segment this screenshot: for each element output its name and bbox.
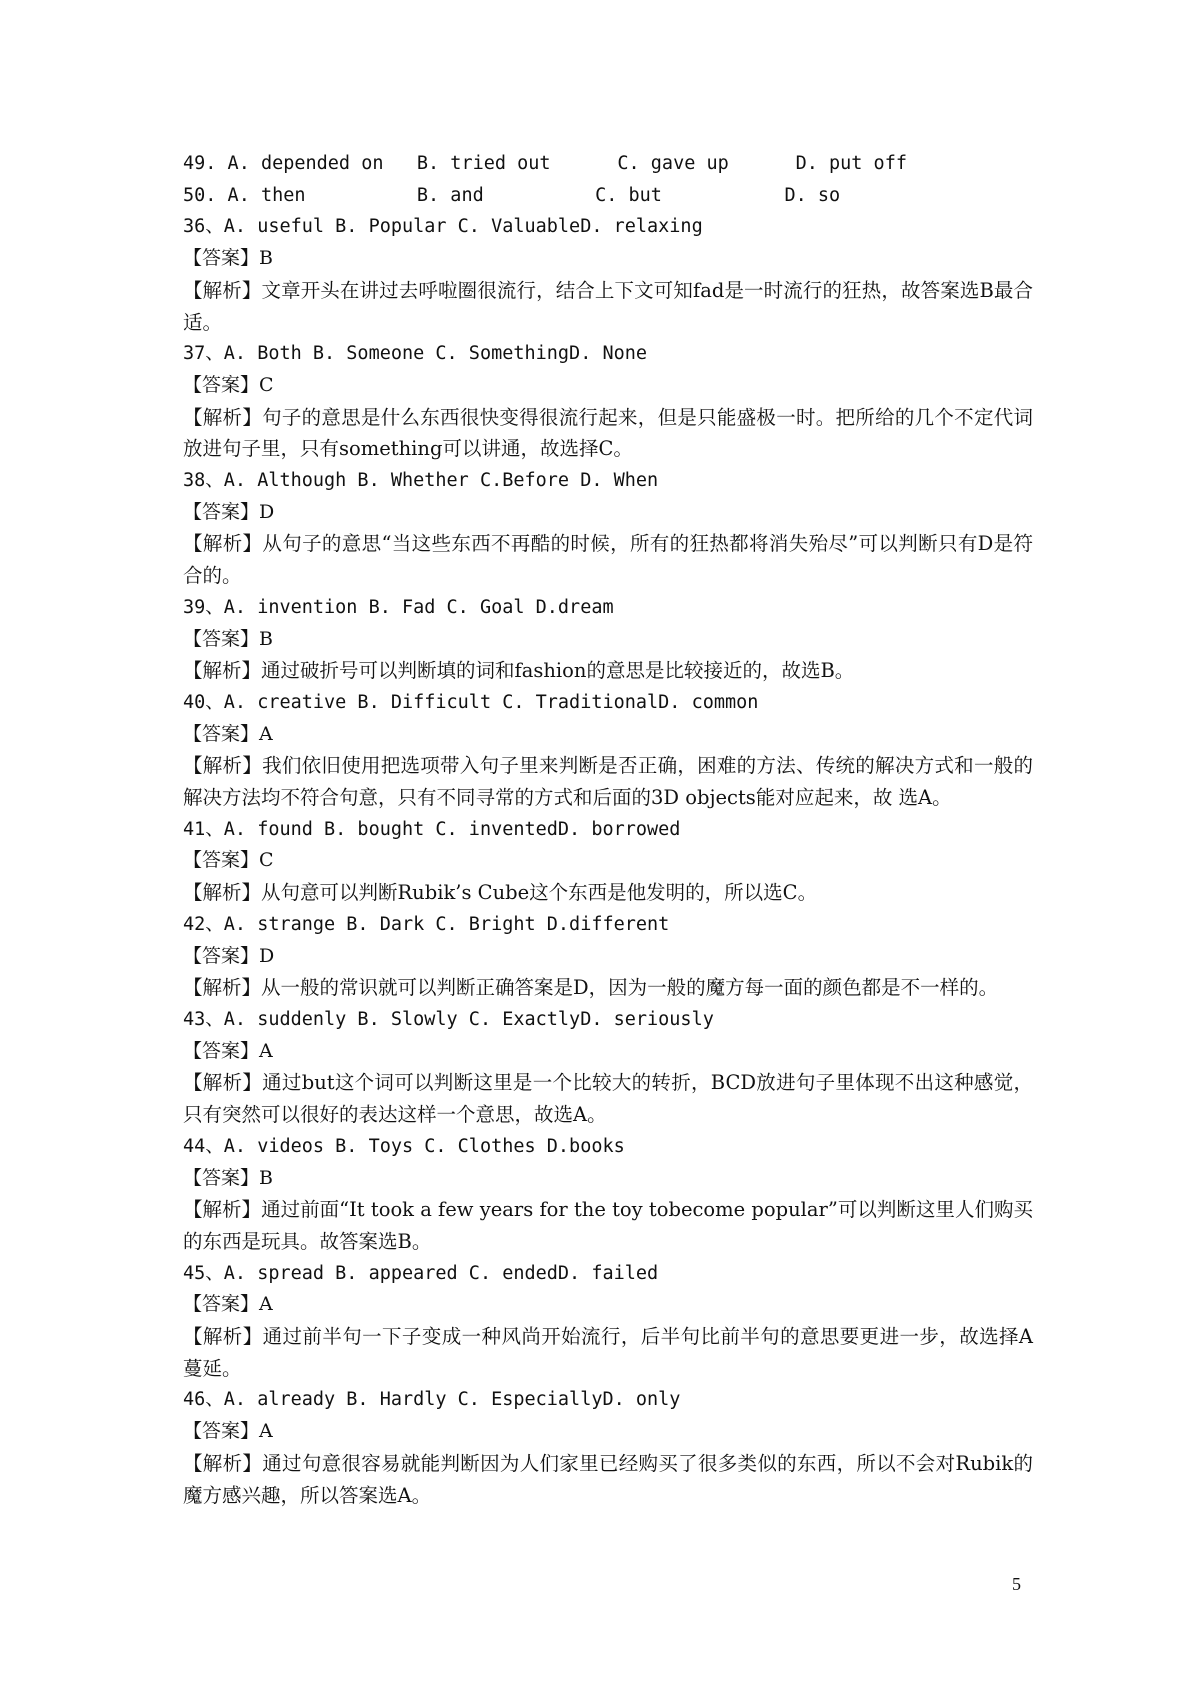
analysis-text: 【解析】句子的意思是什么东西很快变得很流行起来，但是只能盛极一时。把所给的几个不定代词放进句子里，只有something可以讲通，故选择C。 [183, 405, 1033, 461]
analysis-text: 【解析】通过前半句一下子变成一种风尚开始流行，后半句比前半句的意思要更进一步，故选择A蔓延。 [183, 1325, 1033, 1380]
page-number: 5 [1012, 1574, 1021, 1594]
option-line-50: 50. A. then B. and C. but D. so [183, 184, 841, 206]
question-item-40 [183, 687, 1033, 814]
answer-line: 【答案】A [183, 722, 273, 745]
question-item-44 [183, 1131, 1033, 1258]
analysis-text: 【解析】通过前面“It took a few years for the toy tobecome popular”可以判断这里人们购买的东西是玩具。故答案选B。 [183, 1198, 1033, 1253]
question-options: 44、A. videos B. Toys C. Clothes D.books [183, 1135, 625, 1157]
answer-line: 【答案】C [183, 849, 274, 872]
question-item-38 [183, 465, 1033, 592]
question-item-45 [183, 1258, 1033, 1385]
question-item-39 [183, 592, 1033, 687]
option-line-49: 49. A. depended on B. tried out C. gave up D. put off [183, 153, 907, 174]
analysis-text: 【解析】从句意可以判断Rubik’s Cube这个东西是他发明的，所以选C。 [183, 881, 818, 905]
answer-line: 【答案】C [183, 373, 274, 396]
document-content [183, 148, 1033, 1511]
question-item-37 [183, 338, 1033, 465]
question-item-36 [183, 211, 1033, 338]
question-options: 37、A. Both B. Someone C. SomethingD. None [183, 343, 648, 365]
answer-line: 【答案】B [183, 247, 273, 270]
answer-line: 【答案】D [183, 500, 275, 523]
question-options: 41、A. found B. bought C. inventedD. borrowed [183, 818, 681, 840]
question-item-41 [183, 814, 1033, 909]
analysis-text: 【解析】我们依旧使用把选项带入句子里来判断是否正确，困难的方法、传统的解决方式和一般的解决方法均不符合句意，只有不同寻常的方式和后面的3D objects能对应起来，故 选A。 [183, 754, 1033, 810]
answer-line: 【答案】A [183, 1293, 273, 1316]
analysis-text: 【解析】通过but这个词可以判断这里是一个比较大的转折，BCD放进句子里体现不出这种感觉，只有突然可以很好的表达这样一个意思，故选A。 [183, 1071, 1033, 1127]
question-item-42 [183, 909, 1033, 1004]
answer-line: 【答案】A [183, 1420, 273, 1443]
analysis-text: 【解析】通过破折号可以判断填的词和fashion的意思是比较接近的，故选B。 [183, 659, 855, 683]
analysis-text: 【解析】从一般的常识就可以判断正确答案是D，因为一般的魔方每一面的颜色都是不一样的。 [183, 976, 999, 1000]
analysis-text: 【解析】通过句意很容易就能判断因为人们家里已经购买了很多类似的东西，所以不会对Rubik的魔方感兴趣，所以答案选A。 [183, 1451, 1033, 1507]
answer-line: 【答案】B [183, 1166, 273, 1189]
question-item-43 [183, 1004, 1033, 1131]
question-options: 38、A. Although B. Whether C.Before D. When [183, 470, 659, 492]
question-options: 43、A. suddenly B. Slowly C. ExactlyD. seriously [183, 1008, 714, 1030]
question-item-46 [183, 1384, 1033, 1511]
question-options: 46、A. already B. Hardly C. EspeciallyD. only [183, 1389, 681, 1411]
question-options: 40、A. creative B. Difficult C. TraditionalD. common [183, 691, 759, 713]
question-options: 45、A. spread B. appeared C. endedD. failed [183, 1262, 659, 1284]
question-options: 36、A. useful B. Popular C. ValuableD. relaxing [183, 216, 703, 238]
question-options: 42、A. strange B. Dark C. Bright D.different [183, 913, 670, 935]
answer-line: 【答案】D [183, 944, 275, 967]
analysis-text: 【解析】文章开头在讲过去呼啦圈很流行，结合上下文可知fad是一时流行的狂热，故答案选B最合适。 [183, 278, 1033, 334]
answer-line: 【答案】B [183, 627, 273, 650]
answer-line: 【答案】A [183, 1039, 273, 1062]
question-options: 39、A. invention B. Fad C. Goal D.dream [183, 596, 614, 618]
analysis-text: 【解析】从句子的意思“当这些东西不再酷的时候，所有的狂热都将消失殆尽”可以判断只有D是符合的。 [183, 532, 1033, 588]
